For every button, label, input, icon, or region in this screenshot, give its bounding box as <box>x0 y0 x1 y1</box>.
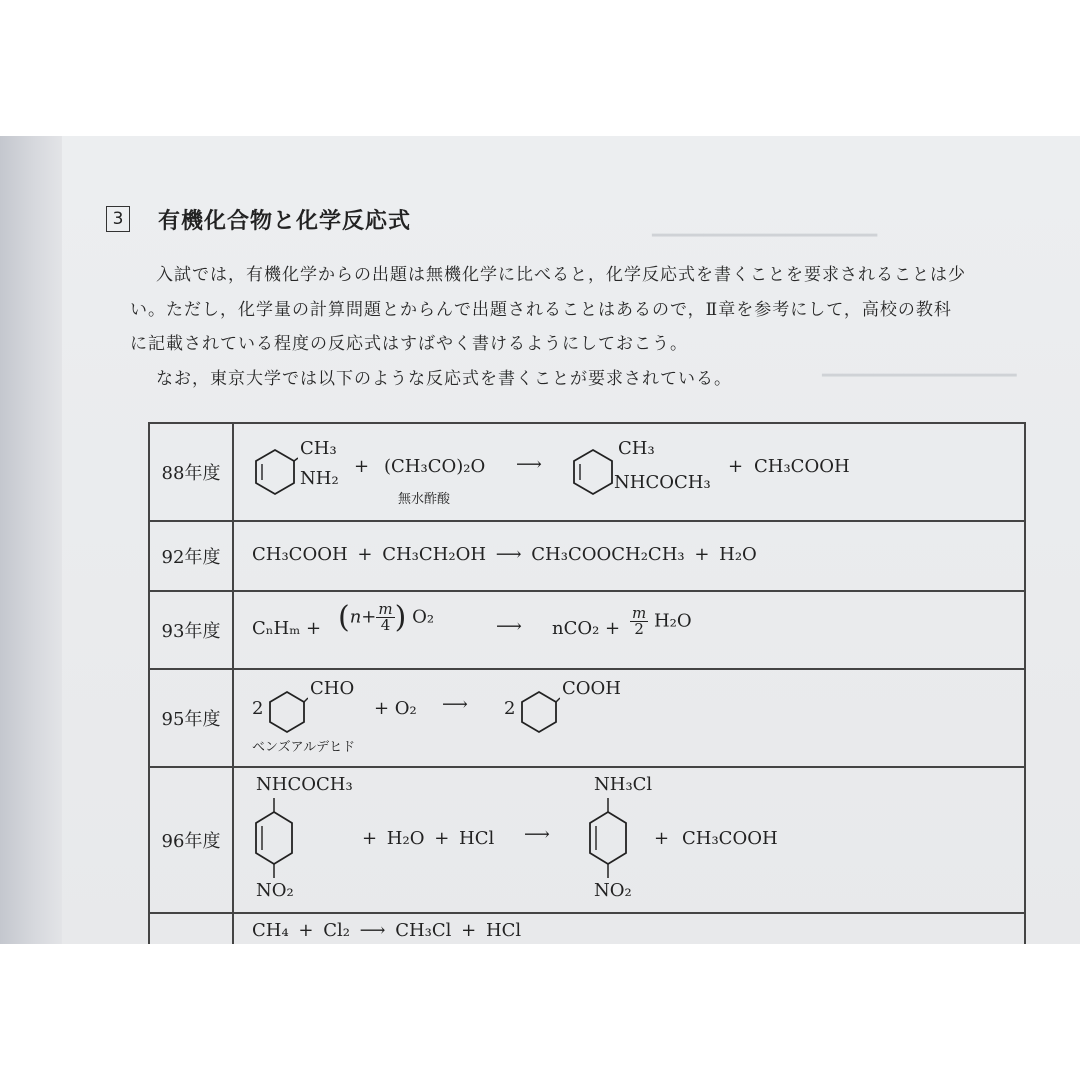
substituent-label: CH₃ <box>618 438 655 459</box>
paragraph-line: 入試では，有機化学からの出題は無機化学に比べると，化学反応式を書くことを要求されることは少 <box>156 265 966 285</box>
equation-cell <box>233 591 1025 669</box>
book-page <box>62 136 1080 944</box>
book-spine <box>0 136 62 944</box>
year-cell: 88年度 <box>149 423 233 521</box>
substituent-label: CH₃ <box>300 438 337 459</box>
section-number: 3 <box>106 206 130 232</box>
equation-cell <box>233 669 1025 767</box>
plus-sign: + <box>728 456 744 477</box>
benzene-ring-icon <box>252 446 298 498</box>
product-formula: CH₃COOH <box>754 456 850 477</box>
section-title: 有機化合物と化学反応式 <box>158 209 412 234</box>
reaction-arrow: ⟶ <box>496 616 522 637</box>
reaction-arrow: ⟶ <box>524 824 550 845</box>
substituent-label: NO₂ <box>594 880 632 901</box>
reaction-arrow: ⟶ <box>442 694 468 715</box>
benzene-ring-icon <box>252 798 296 880</box>
reaction-table <box>148 422 1026 944</box>
paragraph-line: に記載されている程度の反応式はすばやく書けるようにしておこう。 <box>130 334 688 354</box>
substituent-label: NHCOCH₃ <box>256 774 353 795</box>
table-row <box>149 767 1025 913</box>
oxygen: O₂ <box>412 606 435 628</box>
substituent-label: CHO <box>310 678 355 699</box>
equation-cell <box>233 521 1025 591</box>
benzene-ring-icon <box>570 446 616 498</box>
coefficient: 2 <box>504 698 516 719</box>
equation-group: (n+ $\frac{m}{4}$ ) O₂ <box>338 600 435 635</box>
coefficient: n+ <box>349 606 377 628</box>
table-row <box>149 521 1025 591</box>
show-through-text: ━━━━━━━━━━━━━━━━━━━ <box>822 366 1017 386</box>
equation-text: nCO₂ + <box>552 618 621 639</box>
benzene-ring-icon <box>518 688 560 736</box>
year-cell: 95年度 <box>149 669 233 767</box>
year-cell: 96年度 <box>149 767 233 913</box>
paragraph-line: なお，東京大学では以下のような反応式を書くことが要求されている。 <box>156 369 732 389</box>
table-row <box>149 669 1025 767</box>
fraction: $\frac{m}{4}$ <box>378 600 393 634</box>
equation-text: CH₃COOH + CH₃CH₂OH ⟶ CH₃COOCH₂CH₃ + H₂O <box>252 544 757 565</box>
coefficient: 2 <box>252 698 264 719</box>
equation-cell <box>233 423 1025 521</box>
substituent-label: NH₃Cl <box>594 774 653 795</box>
substituent-label: NH₂ <box>300 468 339 489</box>
plus-sign: + <box>354 456 370 477</box>
year-cell <box>149 913 233 944</box>
substituent-label: NO₂ <box>256 880 294 901</box>
product-formula: CH₃COOH <box>682 828 778 849</box>
equation-text: CH₄ + Cl₂ ⟶ CH₃Cl + HCl <box>252 920 522 941</box>
table-row <box>149 591 1025 669</box>
substituent-label: NHCOCH₃ <box>614 472 711 493</box>
table-row <box>149 423 1025 521</box>
plus-sign: + <box>654 828 670 849</box>
equation-group: $\frac{m}{2}$ H₂O <box>632 604 692 638</box>
equation-text: + H₂O + HCl <box>362 828 495 849</box>
reaction-arrow: ⟶ <box>516 454 542 475</box>
book-photo <box>0 136 1080 944</box>
reagent-formula: (CH₃CO)₂O <box>384 456 486 477</box>
paragraph-line: い。ただし，化学量の計算問題とからんで出題されることはあるので，Ⅱ章を参考にして，高校の教科 <box>130 300 952 320</box>
equation-text: CₙHₘ + <box>252 618 322 639</box>
reactant-name: ベンズアルデヒド <box>252 740 356 755</box>
fraction: $\frac{m}{2}$ <box>632 604 647 638</box>
equation-text: + O₂ <box>374 698 417 719</box>
substituent-label: COOH <box>562 678 621 699</box>
benzene-ring-icon <box>586 798 630 880</box>
year-cell: 93年度 <box>149 591 233 669</box>
equation-cell <box>233 767 1025 913</box>
table-row <box>149 913 1025 944</box>
year-cell: 92年度 <box>149 521 233 591</box>
reagent-name: 無水酢酸 <box>398 492 451 507</box>
benzene-ring-icon <box>266 688 308 736</box>
equation-cell <box>233 913 1025 944</box>
show-through-text: ━━━━━━━━━━━━━━━━━━━━━━ <box>652 226 878 246</box>
